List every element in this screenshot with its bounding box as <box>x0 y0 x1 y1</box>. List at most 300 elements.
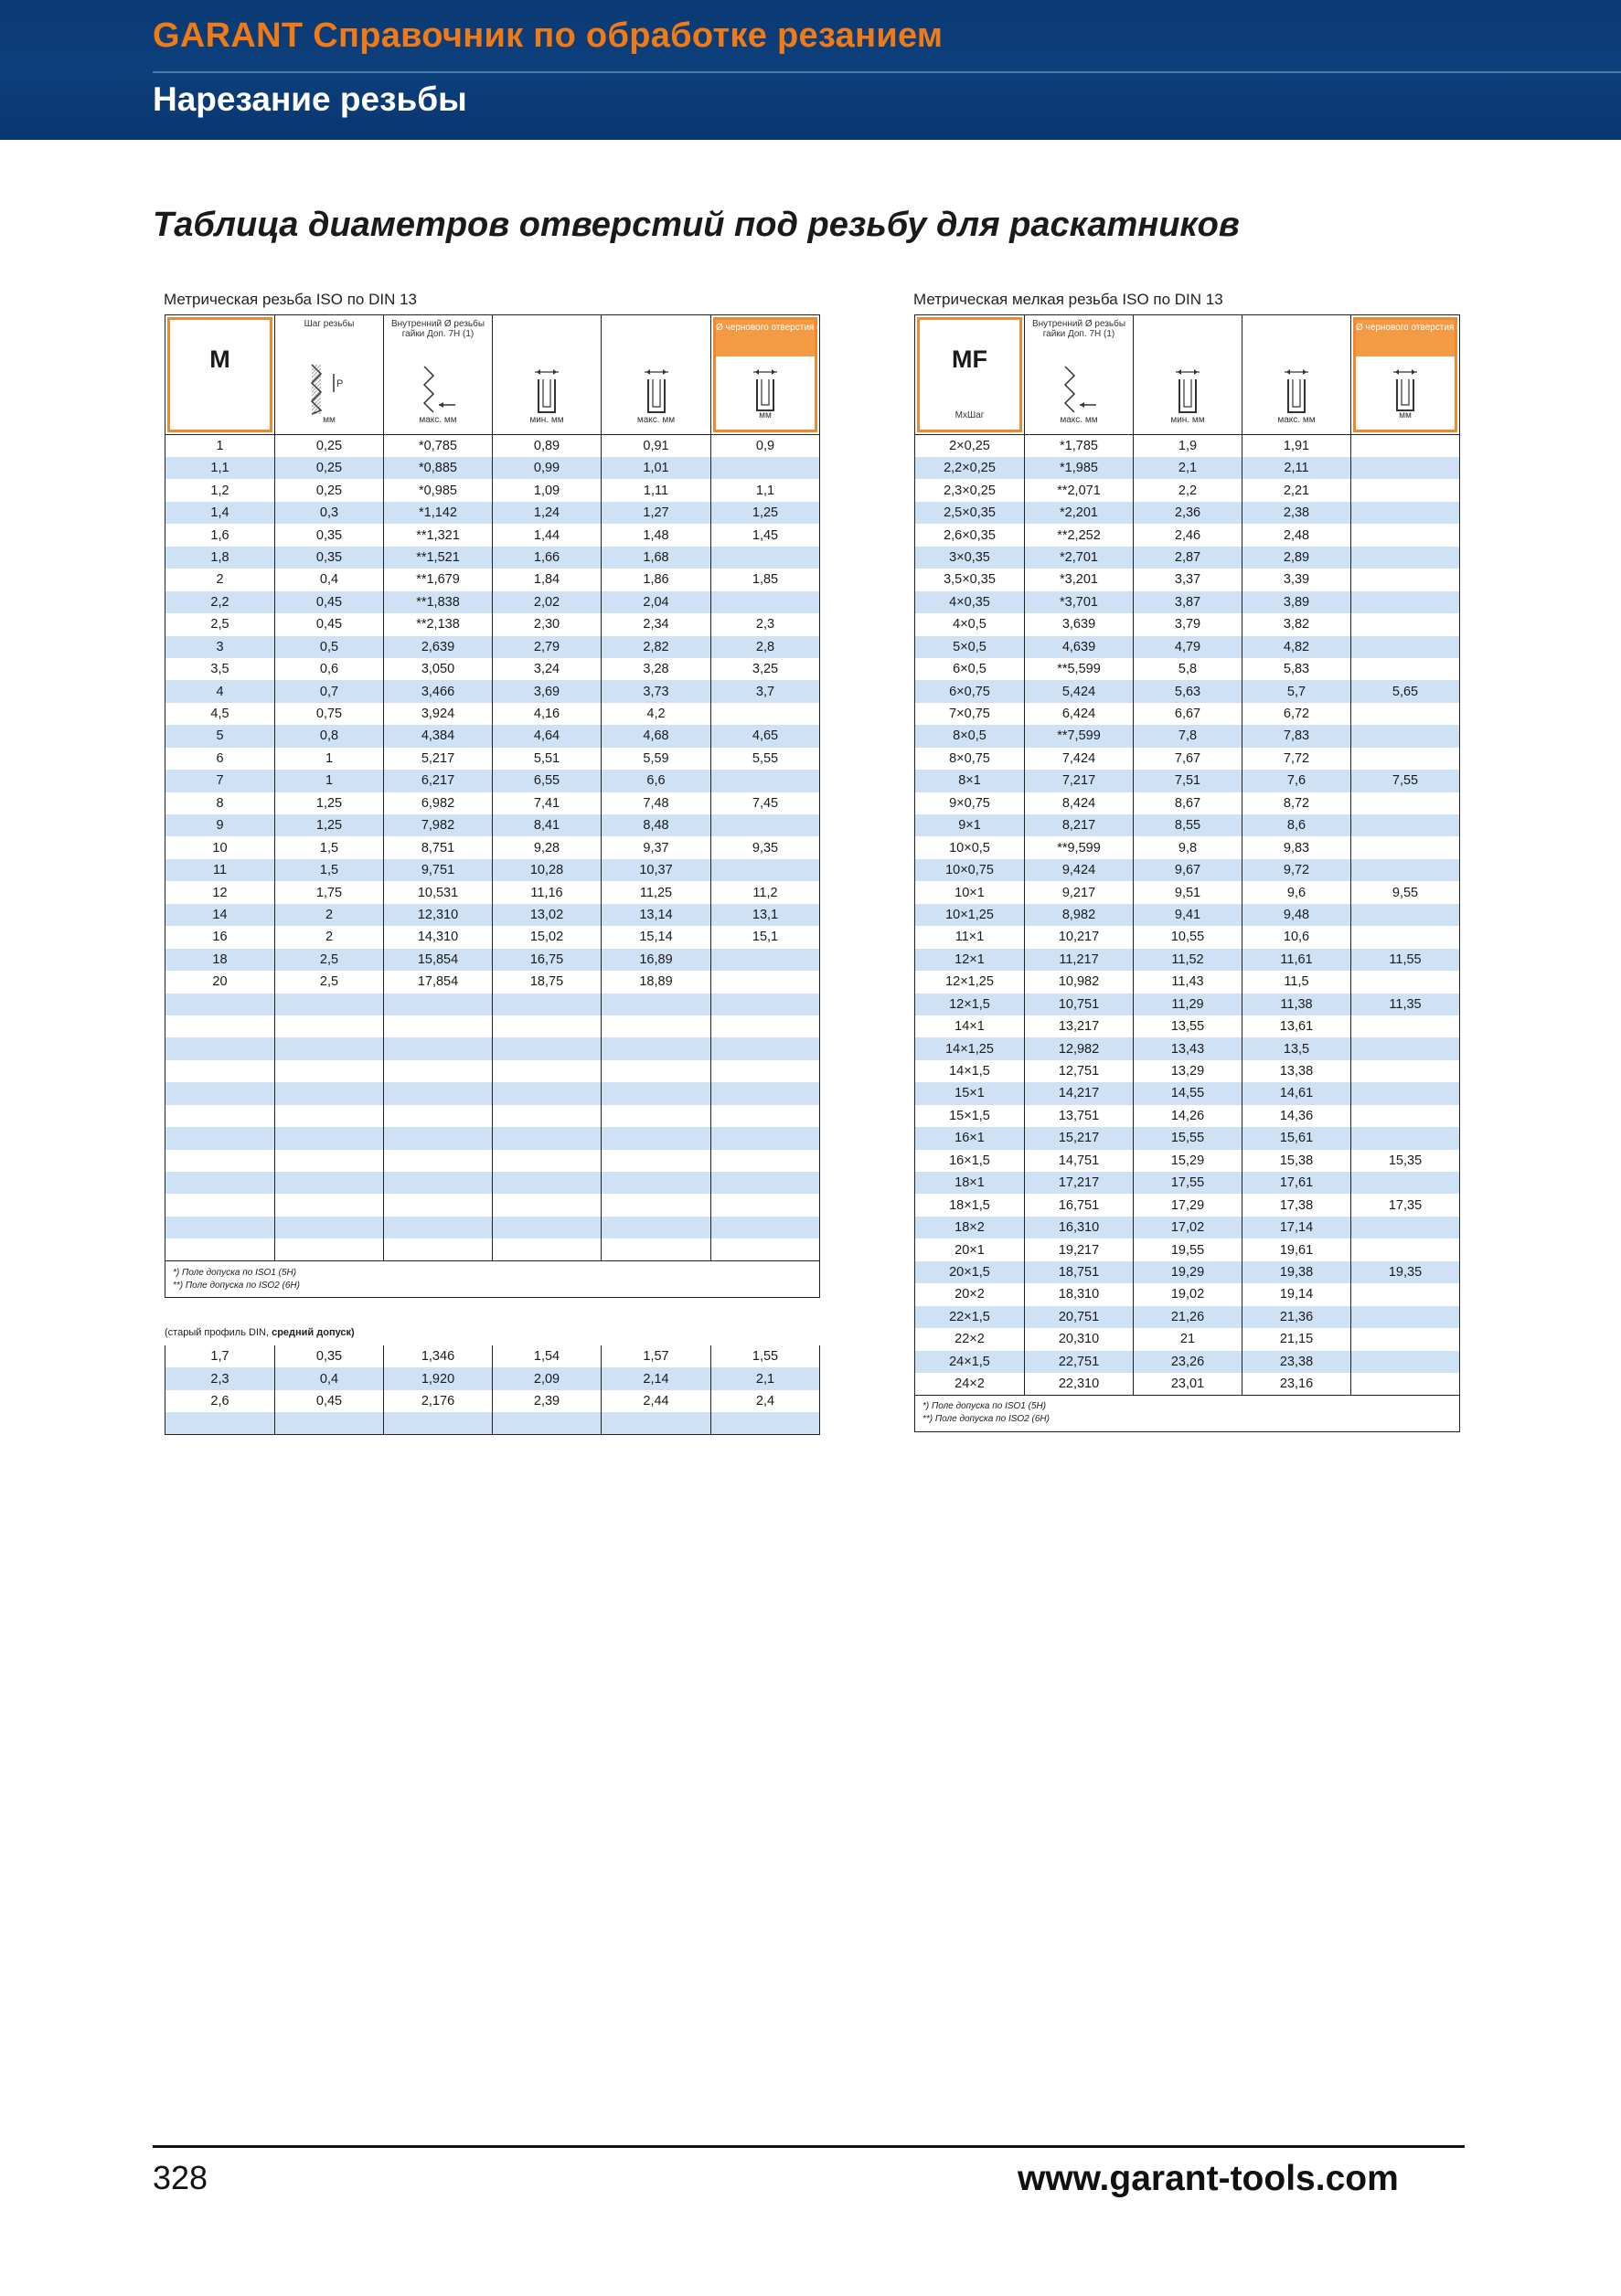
table-cell: 13,1 <box>711 904 820 926</box>
table-row <box>165 658 820 680</box>
table-row <box>165 881 820 903</box>
table-cell <box>275 1015 384 1037</box>
table-cell: 2,02 <box>493 591 602 613</box>
inner-diameter-label-mf: Внутренний Ø резьбы гайки Доп. 7H (1) <box>1031 319 1126 339</box>
table-cell: 13,55 <box>1134 1015 1242 1037</box>
table-row <box>915 859 1460 881</box>
table-cell <box>1351 524 1460 546</box>
table-cell: 4,68 <box>602 725 711 747</box>
table-cell: 2,14 <box>602 1367 711 1389</box>
table-row <box>165 1367 820 1389</box>
table-row <box>165 1060 820 1082</box>
table-cell: 8×0,5 <box>915 725 1025 747</box>
table-row <box>915 1037 1460 1059</box>
header-min <box>493 315 602 435</box>
table-row <box>915 479 1460 501</box>
table-cell: 16×1,5 <box>915 1150 1025 1172</box>
table-cell: 13,751 <box>1025 1105 1134 1127</box>
table-row <box>165 725 820 747</box>
table-cell: 9,41 <box>1134 904 1242 926</box>
table-cell: 2,36 <box>1134 502 1242 524</box>
table-cell: 23,38 <box>1242 1351 1351 1373</box>
right-table-caption: Метрическая мелкая резьба ISO по DIN 13 <box>913 291 1223 308</box>
table-cell: 5,83 <box>1242 658 1351 680</box>
table-cell: 11 <box>165 859 275 881</box>
table-cell: 1,2 <box>165 479 275 501</box>
old-profile-table <box>165 1345 820 1435</box>
table-cell <box>1351 836 1460 858</box>
table-row <box>915 636 1460 658</box>
table-cell: 21,15 <box>1242 1328 1351 1350</box>
table-cell <box>1351 457 1460 479</box>
table-cell: 20,310 <box>1025 1328 1134 1350</box>
table-cell: 20×1,5 <box>915 1261 1025 1283</box>
table-cell: 9,55 <box>1351 881 1460 903</box>
table-cell <box>165 1412 275 1434</box>
table-cell: 3,39 <box>1242 569 1351 590</box>
table-cell: 11,29 <box>1134 994 1242 1015</box>
table-cell: **5,599 <box>1025 658 1134 680</box>
table-cell: 1,4 <box>165 502 275 524</box>
table-cell: 6,6 <box>602 770 711 792</box>
table-cell: 14,55 <box>1134 1082 1242 1104</box>
header-max-mf <box>1242 315 1351 435</box>
table-cell: 1,91 <box>1242 435 1351 458</box>
table-cell <box>602 1082 711 1104</box>
footnote-2: **) Поле допуска по ISO2 (6H) <box>173 1280 300 1291</box>
table-cell <box>602 1015 711 1037</box>
table-cell: 4,64 <box>493 725 602 747</box>
table-cell: 1,24 <box>493 502 602 524</box>
table-cell: 2,38 <box>1242 502 1351 524</box>
table-cell <box>384 1412 493 1434</box>
table-cell <box>165 1172 275 1194</box>
table-cell <box>1351 1351 1460 1373</box>
banner-divider <box>153 71 1621 73</box>
table-row <box>165 949 820 971</box>
table-cell: 0,99 <box>493 457 602 479</box>
table-cell <box>602 994 711 1015</box>
table-cell: 1,25 <box>711 502 820 524</box>
table-row <box>915 547 1460 569</box>
table-cell <box>165 1105 275 1127</box>
table-cell: 6×0,75 <box>915 680 1025 702</box>
table-row <box>165 1015 820 1037</box>
table-cell: 14,26 <box>1134 1105 1242 1127</box>
table-cell <box>275 1105 384 1127</box>
table-cell: **1,679 <box>384 569 493 590</box>
fine-thread-table <box>914 314 1527 1432</box>
table-row <box>165 814 820 836</box>
table-cell: *2,201 <box>1025 502 1134 524</box>
table-cell <box>384 1217 493 1238</box>
table-cell: 0,35 <box>275 547 384 569</box>
table-cell <box>165 1060 275 1082</box>
table-cell: 6×0,5 <box>915 658 1025 680</box>
table-cell <box>602 1194 711 1216</box>
table-cell <box>384 1194 493 1216</box>
table-cell: 8,217 <box>1025 814 1134 836</box>
table-row <box>165 1194 820 1216</box>
table-row <box>165 1127 820 1149</box>
table-cell <box>493 1060 602 1082</box>
table-cell <box>275 994 384 1015</box>
table-cell <box>602 1060 711 1082</box>
table-row <box>915 1172 1460 1194</box>
table-cell: 8,41 <box>493 814 602 836</box>
table-row <box>915 1306 1460 1328</box>
table-cell: 3,5 <box>165 658 275 680</box>
table-cell: 0,25 <box>275 479 384 501</box>
table-cell: 12×1,5 <box>915 994 1025 1015</box>
max-unit: макс. мм <box>636 415 676 425</box>
table-row <box>915 591 1460 613</box>
table-cell: 3,24 <box>493 658 602 680</box>
table-cell: 2,2×0,25 <box>915 457 1025 479</box>
table-row <box>165 703 820 725</box>
table-cell <box>165 1194 275 1216</box>
table-cell: 0,91 <box>602 435 711 458</box>
table-cell: *3,201 <box>1025 569 1134 590</box>
table-cell: **1,838 <box>384 591 493 613</box>
table-cell: 15×1,5 <box>915 1105 1025 1127</box>
table-cell <box>711 971 820 993</box>
table-cell <box>711 859 820 881</box>
table-cell: 7,8 <box>1134 725 1242 747</box>
table-row <box>915 994 1460 1015</box>
table-cell: 11,61 <box>1242 949 1351 971</box>
table-cell: 22,751 <box>1025 1351 1134 1373</box>
table-cell: 24×1,5 <box>915 1351 1025 1373</box>
table-cell: 11,16 <box>493 881 602 903</box>
table-cell: **1,521 <box>384 547 493 569</box>
table-cell: **9,599 <box>1025 836 1134 858</box>
table-cell: 10×0,5 <box>915 836 1025 858</box>
table-row <box>915 1261 1460 1283</box>
table-cell <box>1351 1172 1460 1194</box>
table-cell <box>1351 1082 1460 1104</box>
table-row <box>165 1172 820 1194</box>
table-row <box>915 770 1460 792</box>
table-cell: 11,35 <box>1351 994 1460 1015</box>
table-cell: 15,217 <box>1025 1127 1134 1149</box>
table-cell: 2,89 <box>1242 547 1351 569</box>
table-cell: 0,45 <box>275 1390 384 1412</box>
table-cell: 2,5×0,35 <box>915 502 1025 524</box>
table-cell: 19,02 <box>1134 1283 1242 1305</box>
table-cell: 0,3 <box>275 502 384 524</box>
table-cell: 2,176 <box>384 1390 493 1412</box>
table-cell: 17,29 <box>1134 1194 1242 1216</box>
table-cell <box>1351 1105 1460 1127</box>
table-cell: 2,48 <box>1242 524 1351 546</box>
header-m <box>165 315 275 435</box>
table-cell: 0,4 <box>275 569 384 590</box>
table-cell: 2,8 <box>711 636 820 658</box>
table-cell: 1,25 <box>275 814 384 836</box>
table-cell: 5,424 <box>1025 680 1134 702</box>
table-cell <box>493 994 602 1015</box>
table-cell: 11,25 <box>602 881 711 903</box>
table-cell: 9,751 <box>384 859 493 881</box>
table-cell: 7,72 <box>1242 748 1351 770</box>
table-cell: 2,5 <box>275 971 384 993</box>
header-pitch <box>275 315 384 435</box>
table-cell: 9,8 <box>1134 836 1242 858</box>
table-cell <box>275 1172 384 1194</box>
table-cell: 4×0,5 <box>915 613 1025 635</box>
table-cell: **7,599 <box>1025 725 1134 747</box>
table-cell: 15,35 <box>1351 1150 1460 1172</box>
table-cell: 3,050 <box>384 658 493 680</box>
table-row <box>165 1238 820 1260</box>
table-cell: 2,79 <box>493 636 602 658</box>
table-cell: 1,44 <box>493 524 602 546</box>
table-row <box>165 971 820 993</box>
table-row <box>915 502 1460 524</box>
table-cell: 14 <box>165 904 275 926</box>
right-footnotes <box>915 1395 1460 1431</box>
table-cell: 15,1 <box>711 926 820 948</box>
table-cell <box>493 1127 602 1149</box>
table-cell: 1,09 <box>493 479 602 501</box>
table-row <box>165 1412 820 1434</box>
table-cell <box>384 1060 493 1082</box>
table-row <box>915 1351 1460 1373</box>
inner-unit: макс. мм <box>419 415 457 425</box>
table-cell: 3 <box>165 636 275 658</box>
table-cell: 17,217 <box>1025 1172 1134 1194</box>
table-row <box>165 1390 820 1412</box>
table-cell: 13,29 <box>1134 1060 1242 1082</box>
max-unit-mf: макс. мм <box>1277 415 1316 425</box>
table-cell: 0,25 <box>275 435 384 458</box>
table-cell: 1,9 <box>1134 435 1242 458</box>
table-cell: 10,55 <box>1134 926 1242 948</box>
thread-pitch-icon <box>306 361 352 416</box>
table-cell <box>493 1082 602 1104</box>
table-cell <box>602 1037 711 1059</box>
table-cell: *1,785 <box>1025 435 1134 458</box>
website-link[interactable]: www.garant-tools.com <box>1018 2159 1399 2198</box>
table-row <box>165 636 820 658</box>
table-cell: 0,89 <box>493 435 602 458</box>
table-cell: 15,29 <box>1134 1150 1242 1172</box>
table-cell: 13,217 <box>1025 1015 1134 1037</box>
table-cell <box>602 1172 711 1194</box>
table-cell: 6,424 <box>1025 703 1134 725</box>
table-cell: 2,09 <box>493 1367 602 1389</box>
m-symbol: M <box>209 345 230 373</box>
table-cell: 17,35 <box>1351 1194 1460 1216</box>
table-row <box>165 569 820 590</box>
table-row <box>915 457 1460 479</box>
table-row <box>915 1283 1460 1305</box>
table-cell: 5×0,5 <box>915 636 1025 658</box>
table-cell <box>602 1105 711 1127</box>
table-row <box>915 1150 1460 1172</box>
table-cell <box>493 1105 602 1127</box>
table-cell: 19,35 <box>1351 1261 1460 1283</box>
table-cell: 2,3 <box>165 1367 275 1389</box>
table-cell: 1 <box>275 770 384 792</box>
table-cell: 5,55 <box>711 748 820 770</box>
table-cell: 9×1 <box>915 814 1025 836</box>
table-cell: 8×0,75 <box>915 748 1025 770</box>
table-cell: 13,61 <box>1242 1015 1351 1037</box>
table-cell: 10,982 <box>1025 971 1134 993</box>
table-cell <box>602 1150 711 1172</box>
table-cell: 3,89 <box>1242 591 1351 613</box>
table-row <box>915 748 1460 770</box>
table-cell: 5,7 <box>1242 680 1351 702</box>
catalog-title: GARANT Справочник по обработке резанием <box>153 16 944 55</box>
table-cell: 0,8 <box>275 725 384 747</box>
table-cell: 8,67 <box>1134 792 1242 814</box>
table-row <box>165 479 820 501</box>
table-cell <box>711 457 820 479</box>
table-cell: 9,35 <box>711 836 820 858</box>
table-cell: 4×0,35 <box>915 591 1025 613</box>
table-cell: 7,982 <box>384 814 493 836</box>
table-cell: 14,217 <box>1025 1082 1134 1104</box>
table-cell: 22,310 <box>1025 1373 1134 1396</box>
table-cell <box>711 1127 820 1149</box>
table-cell: 11,2 <box>711 881 820 903</box>
table-cell: 8 <box>165 792 275 814</box>
table-cell: 22×1,5 <box>915 1306 1025 1328</box>
table-cell: 14,751 <box>1025 1150 1134 1172</box>
table-cell: 2,44 <box>602 1390 711 1412</box>
table-cell: 8,6 <box>1242 814 1351 836</box>
table-cell: 18 <box>165 949 275 971</box>
table-cell: 10,6 <box>1242 926 1351 948</box>
table-cell: 0,45 <box>275 613 384 635</box>
table-cell: 11,55 <box>1351 949 1460 971</box>
footnote-1: *) Поле допуска по ISO1 (5H) <box>922 1401 1047 1412</box>
rough-unit-mf: мм <box>1399 410 1412 420</box>
table-cell: 2,6 <box>165 1390 275 1412</box>
table-cell <box>384 1172 493 1194</box>
table-cell <box>275 1217 384 1238</box>
table-cell: 13,02 <box>493 904 602 926</box>
table-cell: 6,67 <box>1134 703 1242 725</box>
table-cell: 5,217 <box>384 748 493 770</box>
table-cell: 18,751 <box>1025 1261 1134 1283</box>
table-row <box>165 859 820 881</box>
table-cell: 2,11 <box>1242 457 1351 479</box>
table-cell: 9×0,75 <box>915 792 1025 814</box>
table-cell: **2,138 <box>384 613 493 635</box>
table-row <box>165 524 820 546</box>
table-cell: 1,6 <box>165 524 275 546</box>
table-cell: 1 <box>165 435 275 458</box>
table-cell: 1,85 <box>711 569 820 590</box>
table-cell <box>165 1037 275 1059</box>
table-cell <box>711 1082 820 1104</box>
table-cell <box>165 994 275 1015</box>
table-cell: 2,39 <box>493 1390 602 1412</box>
table-row <box>915 1082 1460 1104</box>
table-cell: 9,72 <box>1242 859 1351 881</box>
old-profile-caption-text: (старый профиль DIN, <box>165 1327 272 1338</box>
table-cell: 7,45 <box>711 792 820 814</box>
table-cell <box>384 994 493 1015</box>
table-row <box>915 524 1460 546</box>
table-cell: 1 <box>275 748 384 770</box>
table-cell: 10,217 <box>1025 926 1134 948</box>
table-cell: 13,5 <box>1242 1037 1351 1059</box>
table-cell: 9,51 <box>1134 881 1242 903</box>
svg-text:P: P <box>336 378 344 389</box>
table-cell: 24×2 <box>915 1373 1025 1396</box>
table-cell: *0,785 <box>384 435 493 458</box>
table-cell: 19,38 <box>1242 1261 1351 1283</box>
table-cell <box>1351 1283 1460 1305</box>
table-cell: 13,43 <box>1134 1037 1242 1059</box>
table-cell <box>711 949 820 971</box>
table-cell <box>165 1082 275 1104</box>
table-cell: 9,217 <box>1025 881 1134 903</box>
table-cell: 16×1 <box>915 1127 1025 1149</box>
table-cell: 17,854 <box>384 971 493 993</box>
table-row <box>915 1194 1460 1216</box>
table-cell: 3,25 <box>711 658 820 680</box>
table-cell: 3,69 <box>493 680 602 702</box>
header-rough-hole-mf <box>1351 315 1527 435</box>
table-cell: 8,751 <box>384 836 493 858</box>
table-cell: 19,29 <box>1134 1261 1242 1283</box>
table-cell: 9,6 <box>1242 881 1351 903</box>
header-mf <box>915 315 1025 435</box>
min-unit: мин. мм <box>529 415 564 425</box>
table-row <box>915 971 1460 993</box>
table-cell: 4,79 <box>1134 636 1242 658</box>
table-cell: 2,3 <box>711 613 820 635</box>
table-cell: 8,55 <box>1134 814 1242 836</box>
table-cell: 2,4 <box>711 1390 820 1412</box>
table-cell: 2 <box>275 904 384 926</box>
table-cell: 0,9 <box>711 435 820 458</box>
old-profile-caption <box>165 1327 355 1338</box>
table-cell: 3×0,35 <box>915 547 1025 569</box>
table-cell: 7,6 <box>1242 770 1351 792</box>
pitch-unit: мм <box>323 415 336 425</box>
table-cell: *1,985 <box>1025 457 1134 479</box>
table-cell <box>493 1015 602 1037</box>
table-cell: 16,310 <box>1025 1217 1134 1238</box>
table-cell <box>384 1127 493 1149</box>
table-cell <box>1351 1306 1460 1328</box>
table-cell: 16,75 <box>493 949 602 971</box>
table-cell <box>711 1105 820 1127</box>
table-cell: 2 <box>165 569 275 590</box>
table-row <box>165 613 820 635</box>
table-cell <box>711 1412 820 1434</box>
left-footnotes <box>165 1261 820 1298</box>
top-banner <box>0 0 1621 140</box>
table-row <box>915 1373 1460 1396</box>
table-cell: 1,8 <box>165 547 275 569</box>
table-cell: 5,65 <box>1351 680 1460 702</box>
table-cell: 7,83 <box>1242 725 1351 747</box>
rough-unit: мм <box>759 410 772 420</box>
table-cell: 4,5 <box>165 703 275 725</box>
table-row <box>915 949 1460 971</box>
table-cell <box>602 1217 711 1238</box>
table-cell: 2,21 <box>1242 479 1351 501</box>
table-cell: 4,65 <box>711 725 820 747</box>
